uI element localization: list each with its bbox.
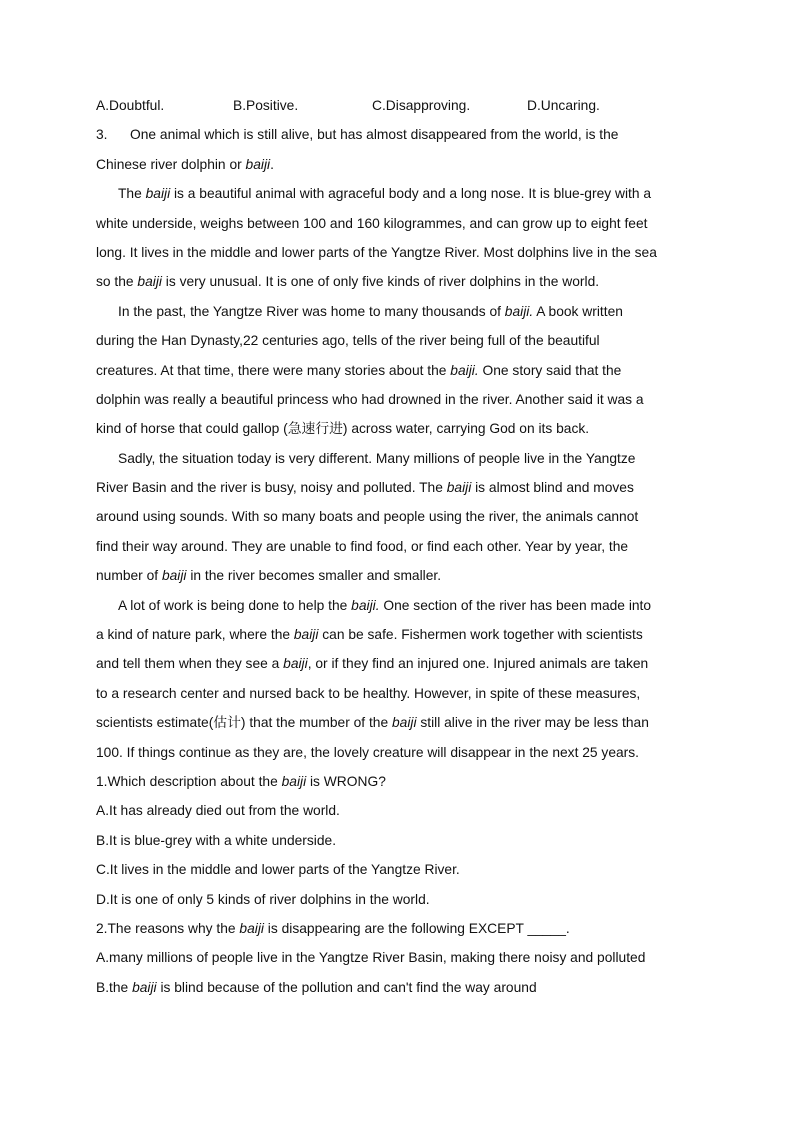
text-run: In the past, the Yangtze River was home to many thousands of — [118, 303, 505, 319]
text-line — [96, 473, 698, 502]
text-run: is blind because of the pollution and can't find the way around — [156, 979, 537, 995]
text-line — [96, 649, 698, 678]
text-run: 100. If things continue as they are, the lovely creature will disappear in the next 25 years. — [96, 744, 639, 760]
previous-question-options — [96, 91, 698, 120]
text-run: is WRONG? — [306, 773, 386, 789]
italic-term: baiji — [391, 715, 417, 731]
text-run: B.It is blue-grey with a white underside. — [96, 832, 337, 848]
text-run: kind of horse that could gallop (急速行进) across water, carrying God on its back. — [96, 421, 590, 437]
text-run: and tell them when they see a — [96, 656, 284, 672]
text-line — [96, 796, 698, 825]
text-run: long. It lives in the middle and lower parts of the Yangtze River. Most dolphins live in the sea — [96, 244, 657, 260]
text-run: in the river becomes smaller and smaller. — [186, 568, 442, 584]
text-run: One animal which is still alive, but has almost disappeared from the world, is the — [130, 127, 619, 143]
italic-term: baiji — [283, 656, 308, 672]
text-run: One story said that the — [478, 362, 622, 378]
italic-term: baiji — [245, 156, 271, 172]
text-line — [96, 561, 698, 590]
text-run: scientists estimate(估计) that the mumber of the — [96, 715, 392, 731]
italic-term: baiji — [281, 773, 307, 789]
text-line — [96, 385, 698, 414]
text-line — [96, 356, 698, 385]
text-run: is almost blind and moves — [471, 480, 634, 496]
text-line — [96, 973, 698, 1002]
text-line — [96, 238, 698, 267]
text-run: Sadly, the situation today is very different. Many millions of people live in the Yangtze — [118, 450, 636, 466]
text-line — [96, 738, 698, 767]
document-body — [96, 91, 698, 1002]
text-run: is a beautiful animal with agraceful body and a long nose. It is blue-grey with a — [170, 186, 652, 202]
text-run: to a research center and nursed back to be healthy. However, in spite of these measures, — [96, 685, 641, 701]
text-run: D.It is one of only 5 kinds of river dolphins in the world. — [96, 891, 430, 907]
text-run: 2.The reasons why the — [96, 920, 240, 936]
text-line — [96, 120, 698, 149]
italic-term: baiji. — [504, 303, 534, 319]
text-line — [96, 679, 698, 708]
text-line — [96, 855, 698, 884]
text-line — [96, 502, 698, 531]
text-line — [96, 591, 698, 620]
text-line — [96, 943, 698, 972]
italic-term: baiji — [446, 480, 472, 496]
text-line — [96, 267, 698, 296]
text-line — [96, 767, 698, 796]
text-run: can be safe. Fishermen work together with scientists — [318, 627, 643, 643]
text-line — [96, 885, 698, 914]
text-line — [96, 150, 698, 179]
italic-term: baiji — [145, 186, 171, 202]
italic-term: baiji — [132, 979, 157, 995]
text-run: . — [270, 156, 274, 172]
text-run: , or if they find an injured one. Injured animals are taken — [307, 656, 649, 672]
text-run: B.the — [96, 979, 133, 995]
option-b: B.Positive. — [233, 98, 299, 113]
text-run: A lot of work is being done to help the — [118, 597, 352, 613]
text-run: A book written — [533, 303, 623, 319]
text-run: is disappearing are the following EXCEPT _____. — [263, 920, 570, 936]
text-line — [96, 914, 698, 943]
text-run: white underside, weighs between 100 and 160 kilogrammes, and can grow up to eight feet — [96, 215, 648, 231]
text-run: Chinese river dolphin or — [96, 156, 246, 172]
passage-and-questions — [96, 120, 698, 1002]
text-line — [96, 826, 698, 855]
italic-term: baiji — [137, 274, 162, 290]
option-a: A.Doubtful. — [96, 98, 165, 113]
text-run: River Basin and the river is busy, noisy and polluted. The — [96, 480, 447, 496]
text-run: so the — [96, 274, 138, 290]
option-c: C.Disapproving. — [372, 98, 471, 113]
text-line — [96, 179, 698, 208]
text-run: A.It has already died out from the world. — [96, 803, 340, 819]
question-number: 3. — [96, 127, 108, 143]
text-run: around using sounds. With so many boats and people using the river, the animals cannot — [96, 509, 639, 525]
text-line — [96, 708, 698, 737]
text-run: creatures. At that time, there were many stories about the — [96, 362, 451, 378]
text-run: C.It lives in the middle and lower parts of the Yangtze River. — [96, 862, 460, 878]
text-run: is very unusual. It is one of only five kinds of river dolphins in the world. — [161, 274, 600, 290]
text-run: still alive in the river may be less than — [416, 715, 649, 731]
italic-term: baiji — [239, 920, 264, 936]
text-run: A.many millions of people live in the Yangtze River Basin, making there noisy and polluted — [96, 950, 646, 966]
text-line — [96, 444, 698, 473]
italic-term: baiji — [161, 568, 187, 584]
text-run: find their way around. They are unable to find food, or find each other. Year by year, the — [96, 538, 629, 554]
text-run: dolphin was really a beautiful princess who had drowned in the river. Another said it was a — [96, 391, 644, 407]
text-line — [96, 414, 698, 443]
text-run: a kind of nature park, where the — [96, 627, 294, 643]
italic-term: baiji. — [450, 362, 479, 378]
option-d: D.Uncaring. — [527, 98, 600, 113]
text-run: number of — [96, 568, 162, 584]
text-line — [96, 326, 698, 355]
text-run: One section of the river has been made into — [379, 597, 652, 613]
text-run: The — [118, 186, 146, 202]
italic-term: baiji. — [351, 597, 380, 613]
text-line — [96, 297, 698, 326]
text-line — [96, 532, 698, 561]
italic-term: baiji — [293, 627, 319, 643]
text-line — [96, 209, 698, 238]
text-run: during the Han Dynasty,22 centuries ago, tells of the river being full of the beautiful — [96, 333, 600, 349]
text-line — [96, 620, 698, 649]
text-run: 1.Which description about the — [96, 773, 282, 789]
